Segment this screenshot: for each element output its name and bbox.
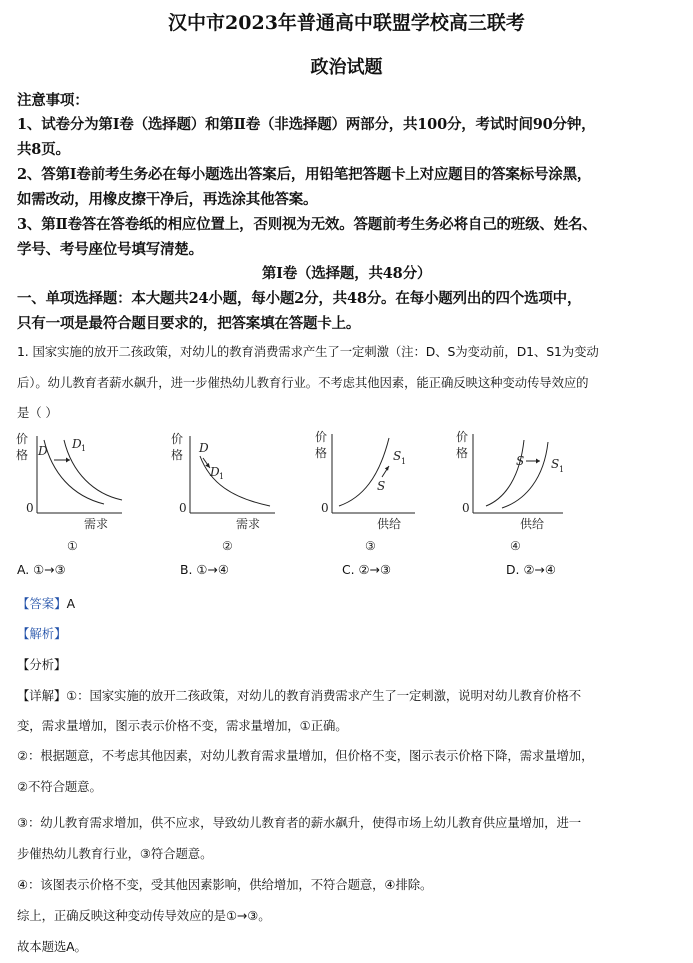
section-instruction: 只有一项是最符合题目要求的，把答案填在答题卡上。 bbox=[17, 315, 361, 332]
answer-label: 【答案】 bbox=[17, 596, 67, 611]
answer-value: A bbox=[66, 596, 76, 611]
option-a[interactable] bbox=[17, 562, 66, 577]
detail-line: ②：根据题意，不考虑其他因素，对幼儿教育需求量增加，但价格不变，图示表示价格下降，需求量增加， bbox=[17, 748, 594, 763]
graph-3 bbox=[307, 428, 447, 553]
y-label: 格 bbox=[171, 448, 184, 462]
y-label: 格 bbox=[456, 446, 469, 460]
option-letter: D. bbox=[506, 562, 520, 577]
detail-line: 综上，正确反映这种变动传导效应的是①→③。 bbox=[17, 908, 271, 923]
section-title: 第Ⅰ卷（选择题，共48分） bbox=[261, 265, 432, 282]
curve-subscript: 1 bbox=[559, 465, 565, 474]
detail-line: 步催热幼儿教育行业，③符合题意。 bbox=[17, 846, 213, 861]
detail-line: ②不符合题意。 bbox=[17, 779, 102, 794]
section-instruction: 一、单项选择题：本大题共24小题，每小题2分，共48分。在每小题列出的四个选项中， bbox=[17, 290, 582, 307]
shift-arrow-head bbox=[536, 459, 540, 464]
x-label: 供给 bbox=[520, 517, 545, 531]
notice-line: 共8页。 bbox=[17, 141, 70, 158]
supply-curve-before bbox=[486, 440, 524, 506]
curve-label: D bbox=[72, 437, 82, 451]
y-label: 价 bbox=[16, 432, 29, 446]
option-text: ①→④ bbox=[196, 562, 230, 577]
x-label: 需求 bbox=[84, 517, 109, 531]
graph-2 bbox=[170, 428, 310, 553]
option-letter: A. bbox=[17, 562, 30, 577]
x-label: 需求 bbox=[236, 517, 261, 531]
answer-row bbox=[17, 594, 679, 612]
supply-curve bbox=[339, 438, 389, 506]
y-label: 价 bbox=[315, 430, 328, 444]
supply-curve-after bbox=[502, 442, 548, 508]
question-line: 后）。幼儿教育者薪水飙升，进一步催热幼儿教育行业。不考虑其他因素，能正确反映这种变动传导效应的 bbox=[17, 375, 589, 390]
detail-line: 故本题选A。 bbox=[17, 939, 87, 954]
graph-number: ① bbox=[67, 539, 78, 553]
option-letter: C. bbox=[342, 562, 355, 577]
notice-line: 如需改动，用橡皮擦干净后，再选涂其他答案。 bbox=[17, 191, 318, 208]
y-label: 价 bbox=[456, 430, 469, 444]
notice-line: 3、第Ⅱ卷答在答卷纸的相应位置上，否则视为无效。答题前考生务必将自己的班级、姓名、 bbox=[17, 216, 597, 233]
graph-number: ② bbox=[222, 539, 233, 553]
exam-title: 汉中市2023年普通高中联盟学校高三联考 bbox=[168, 12, 525, 34]
y-label: 格 bbox=[16, 448, 29, 462]
demand-curve bbox=[200, 456, 270, 506]
notice-line: 学号、考号座位号填写清楚。 bbox=[17, 241, 203, 258]
option-text: ①→③ bbox=[33, 562, 66, 577]
x-label: 供给 bbox=[377, 517, 402, 531]
option-letter: B. bbox=[180, 562, 193, 577]
detail-line: 【详解】①：国家实施的放开二孩政策，对幼儿的教育消费需求产生了一定刺激，说明对幼儿教育价格不 bbox=[17, 688, 582, 703]
graph-1 bbox=[12, 428, 152, 553]
curve-label: S bbox=[516, 454, 525, 468]
origin-label: 0 bbox=[26, 501, 34, 515]
curve-label: D bbox=[38, 444, 48, 458]
graph-4 bbox=[448, 428, 588, 553]
option-text: ②→④ bbox=[523, 562, 557, 577]
exam-subject: 政治试题 bbox=[310, 57, 383, 78]
option-b[interactable] bbox=[180, 562, 229, 577]
detail-line: ③：幼儿教育需求增加，供不应求，导致幼儿教育者的薪水飙升，使得市场上幼儿教育供应量增加，进一 bbox=[17, 815, 582, 830]
origin-label: 0 bbox=[179, 501, 187, 515]
graph-number: ③ bbox=[365, 539, 376, 553]
curve-subscript: 1 bbox=[81, 444, 87, 453]
y-label: 价 bbox=[171, 432, 184, 446]
notice-line: 2、答第Ⅰ卷前考生务必在每小题选出答案后，用铅笔把答题卡上对应题目的答案标号涂黑， bbox=[17, 166, 592, 183]
option-d[interactable] bbox=[506, 562, 556, 577]
graph-number: ④ bbox=[510, 539, 521, 553]
fenxi-label: 【分析】 bbox=[17, 657, 67, 672]
curve-label: D bbox=[210, 465, 220, 479]
curve-label: D bbox=[199, 441, 209, 455]
curve-label: S bbox=[393, 449, 402, 463]
curve-subscript: 1 bbox=[401, 457, 407, 466]
detail-line: ④：该图表示价格不变，受其他因素影响，供给增加，不符合题意，④排除。 bbox=[17, 877, 433, 892]
notice-heading: 注意事项： bbox=[17, 92, 89, 109]
shift-arrow-head bbox=[66, 458, 70, 463]
question-line: 1. 国家实施的放开二孩政策，对幼儿的教育消费需求产生了一定刺激（注：D、S为变动前，D1、S1为变动 bbox=[17, 344, 599, 359]
detail-line: 变，需求量增加，图示表示价格不变，需求量增加，①正确。 bbox=[17, 718, 348, 733]
option-text: ②→③ bbox=[358, 562, 392, 577]
curve-label: S bbox=[377, 479, 386, 493]
y-label: 格 bbox=[315, 446, 328, 460]
option-c[interactable] bbox=[342, 562, 391, 577]
question-line: 是（ ） bbox=[17, 405, 58, 420]
curve-label: S bbox=[551, 457, 560, 471]
notice-line: 1、试卷分为第Ⅰ卷（选择题）和第Ⅱ卷（非选择题）两部分，共100分，考试时间90分钟， bbox=[17, 116, 596, 133]
curve-subscript: 1 bbox=[219, 472, 225, 481]
origin-label: 0 bbox=[321, 501, 329, 515]
analysis-label: 【解析】 bbox=[17, 626, 67, 641]
origin-label: 0 bbox=[462, 501, 470, 515]
